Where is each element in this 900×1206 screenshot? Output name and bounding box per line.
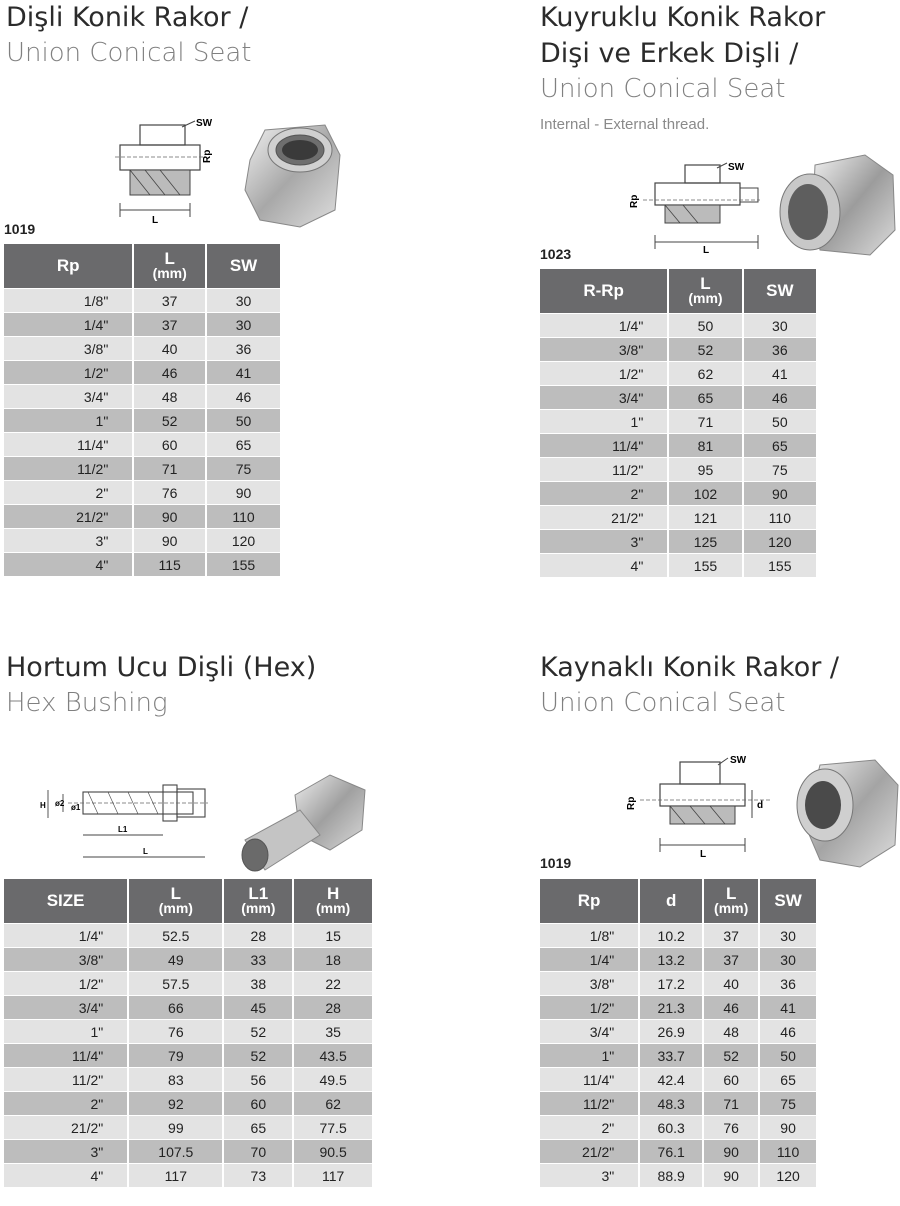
table-cell: 11/2" <box>4 1068 127 1091</box>
table-cell: 46 <box>134 361 205 384</box>
table-row <box>4 1068 372 1091</box>
table-cell: 48 <box>704 1020 758 1043</box>
table-cell: 2" <box>540 1116 638 1139</box>
table-cell: 38 <box>224 972 292 995</box>
diagram-label-sw: SW <box>196 118 213 129</box>
table-row <box>4 1116 372 1139</box>
table-row <box>4 924 372 947</box>
table-cell: 1" <box>540 1044 638 1067</box>
table-row <box>4 1044 372 1067</box>
section-title: Dişli Konik Rakor / <box>6 2 249 33</box>
table-cell: 81 <box>669 434 741 457</box>
table-cell: 30 <box>760 924 816 947</box>
table-cell: 52 <box>224 1044 292 1067</box>
table-cell: 75 <box>207 457 280 480</box>
table-cell: 33.7 <box>640 1044 702 1067</box>
technical-drawing-union-weld <box>620 750 785 860</box>
table-cell: 50 <box>669 314 741 337</box>
column-header-unit: (mm) <box>316 900 351 916</box>
table-cell: 155 <box>744 554 816 577</box>
column-header <box>224 879 292 923</box>
table-cell: 11/4" <box>540 434 667 457</box>
section-title-line1: Kuyruklu Konik Rakor <box>540 2 826 33</box>
product-photo-union <box>240 115 345 230</box>
diagram-label-h: H <box>40 801 46 810</box>
table-cell: 117 <box>129 1164 222 1187</box>
table-cell: 99 <box>129 1116 222 1139</box>
table-cell: 117 <box>294 1164 372 1187</box>
table-cell: 36 <box>744 338 816 361</box>
table-row <box>4 553 280 576</box>
column-header-label: Rp <box>56 256 80 275</box>
table-cell: 1" <box>4 1020 127 1043</box>
table-cell: 3/8" <box>4 337 132 360</box>
table-row <box>4 972 372 995</box>
table-cell: 73 <box>224 1164 292 1187</box>
column-header-label: SIZE <box>46 891 85 910</box>
table-cell: 1" <box>4 409 132 432</box>
table-cell: 37 <box>704 924 758 947</box>
table-cell: 75 <box>760 1092 816 1115</box>
table-cell: 65 <box>744 434 816 457</box>
table-row <box>540 434 816 457</box>
technical-drawing-union-ie <box>625 160 765 255</box>
table-cell: 110 <box>744 506 816 529</box>
spec-table-union-threaded <box>2 243 282 577</box>
table-cell: 3" <box>540 1164 638 1187</box>
column-header-label: L1 <box>248 884 269 903</box>
column-header-label: L <box>725 884 737 903</box>
table-cell: 26.9 <box>640 1020 702 1043</box>
diagram-label-l: L <box>152 215 159 225</box>
diagram-label-rp: Rp <box>626 796 637 810</box>
table-cell: 65 <box>207 433 280 456</box>
table-row <box>540 996 816 1019</box>
column-header-unit: (mm) <box>714 900 749 916</box>
table-cell: 155 <box>207 553 280 576</box>
table-cell: 21.3 <box>640 996 702 1019</box>
table-cell: 37 <box>134 313 205 336</box>
table-row <box>540 386 816 409</box>
table-cell: 46 <box>744 386 816 409</box>
table-row <box>4 1092 372 1115</box>
table-cell: 4" <box>4 1164 127 1187</box>
table-cell: 52 <box>704 1044 758 1067</box>
table-row <box>540 1044 816 1067</box>
table-cell: 11/2" <box>4 457 132 480</box>
section-subtitle: Hex Bushing <box>6 688 168 718</box>
table-cell: 28 <box>224 924 292 947</box>
table-cell: 76.1 <box>640 1140 702 1163</box>
column-header <box>640 879 702 923</box>
table-cell: 21/2" <box>4 1116 127 1139</box>
section-subtitle: Union Conical Seat <box>6 38 252 68</box>
table-cell: 18 <box>294 948 372 971</box>
table-cell: 60.3 <box>640 1116 702 1139</box>
table-cell: 115 <box>134 553 205 576</box>
table-cell: 70 <box>224 1140 292 1163</box>
table-cell: 2" <box>4 481 132 504</box>
table-cell: 107.5 <box>129 1140 222 1163</box>
table-cell: 1/4" <box>4 924 127 947</box>
table-cell: 1/2" <box>540 362 667 385</box>
table-cell: 37 <box>134 289 205 312</box>
column-header <box>760 879 816 923</box>
table-cell: 1/4" <box>540 314 667 337</box>
diagram-label-o1: ø1 <box>71 803 81 812</box>
table-row <box>4 481 280 504</box>
column-header <box>4 879 127 923</box>
table-cell: 90 <box>704 1140 758 1163</box>
table-cell: 46 <box>207 385 280 408</box>
table-cell: 11/4" <box>4 433 132 456</box>
table-cell: 57.5 <box>129 972 222 995</box>
column-header-label: SW <box>774 891 802 910</box>
table-cell: 76 <box>129 1020 222 1043</box>
table-cell: 2" <box>540 482 667 505</box>
table-row <box>4 505 280 528</box>
table-row <box>4 996 372 1019</box>
table-cell: 120 <box>207 529 280 552</box>
column-header-unit: (mm) <box>152 265 187 281</box>
table-cell: 3" <box>4 529 132 552</box>
table-cell: 52.5 <box>129 924 222 947</box>
table-cell: 10.2 <box>640 924 702 947</box>
table-cell: 28 <box>294 996 372 1019</box>
table-row <box>540 530 816 553</box>
table-cell: 50 <box>207 409 280 432</box>
table-row <box>540 554 816 577</box>
table-cell: 90 <box>744 482 816 505</box>
diagram-label-d: d <box>757 800 764 811</box>
table-cell: 11/2" <box>540 1092 638 1115</box>
column-header <box>540 879 638 923</box>
table-row <box>4 529 280 552</box>
table-cell: 13.2 <box>640 948 702 971</box>
table-row <box>540 506 816 529</box>
column-header <box>294 879 372 923</box>
section-title: Hortum Ucu Dişli (Hex) <box>6 652 317 683</box>
section-title: Kaynaklı Konik Rakor / <box>540 652 840 683</box>
column-header <box>134 244 205 288</box>
table-cell: 30 <box>207 289 280 312</box>
table-cell: 60 <box>224 1092 292 1115</box>
product-code: 1019 <box>4 221 36 237</box>
table-cell: 41 <box>760 996 816 1019</box>
table-cell: 90 <box>134 505 205 528</box>
column-header <box>129 879 222 923</box>
table-cell: 95 <box>669 458 741 481</box>
column-header-label: L <box>170 884 182 903</box>
table-row <box>4 457 280 480</box>
table-cell: 56 <box>224 1068 292 1091</box>
spec-table-hex-bushing <box>2 878 374 1188</box>
table-row <box>4 289 280 312</box>
diagram-label-o2: ø2 <box>55 799 65 808</box>
table-row <box>540 482 816 505</box>
table-cell: 21/2" <box>4 505 132 528</box>
table-cell: 65 <box>669 386 741 409</box>
table-cell: 11/4" <box>4 1044 127 1067</box>
table-row <box>540 458 816 481</box>
column-header-label: R-Rp <box>583 281 624 300</box>
table-cell: 71 <box>704 1092 758 1115</box>
section-note: Internal - External thread. <box>540 116 710 133</box>
table-cell: 30 <box>744 314 816 337</box>
table-cell: 1/2" <box>540 996 638 1019</box>
table-cell: 65 <box>224 1116 292 1139</box>
table-cell: 22 <box>294 972 372 995</box>
table-row <box>540 1140 816 1163</box>
table-cell: 3/4" <box>540 386 667 409</box>
table-cell: 155 <box>669 554 741 577</box>
table-row <box>4 337 280 360</box>
table-row <box>4 948 372 971</box>
table-cell: 52 <box>669 338 741 361</box>
column-header-label: L <box>700 274 711 293</box>
table-cell: 3" <box>540 530 667 553</box>
section-union-conical-seat-weld <box>540 650 839 720</box>
table-cell: 40 <box>134 337 205 360</box>
table-cell: 60 <box>134 433 205 456</box>
table-cell: 36 <box>207 337 280 360</box>
table-cell: 2" <box>4 1092 127 1115</box>
table-row <box>540 1092 816 1115</box>
table-cell: 90 <box>207 481 280 504</box>
table-cell: 88.9 <box>640 1164 702 1187</box>
section-subtitle: Union Conical Seat <box>540 688 786 718</box>
table-cell: 102 <box>669 482 741 505</box>
table-cell: 76 <box>134 481 205 504</box>
table-row <box>4 1140 372 1163</box>
table-cell: 30 <box>207 313 280 336</box>
table-row <box>540 924 816 947</box>
table-cell: 76 <box>704 1116 758 1139</box>
table-cell: 110 <box>207 505 280 528</box>
table-row <box>540 338 816 361</box>
table-cell: 50 <box>760 1044 816 1067</box>
column-header-label: SW <box>766 281 794 300</box>
table-cell: 110 <box>760 1140 816 1163</box>
table-cell: 1" <box>540 410 667 433</box>
table-cell: 36 <box>760 972 816 995</box>
table-row <box>4 313 280 336</box>
table-cell: 1/2" <box>4 361 132 384</box>
table-row <box>540 948 816 971</box>
table-cell: 83 <box>129 1068 222 1091</box>
table-cell: 30 <box>760 948 816 971</box>
table-cell: 120 <box>760 1164 816 1187</box>
table-cell: 60 <box>704 1068 758 1091</box>
column-header <box>669 269 741 313</box>
table-cell: 15 <box>294 924 372 947</box>
table-cell: 66 <box>129 996 222 1019</box>
table-cell: 21/2" <box>540 1140 638 1163</box>
table-cell: 11/2" <box>540 458 667 481</box>
spec-table-union-ie <box>538 268 818 578</box>
table-cell: 1/8" <box>540 924 638 947</box>
table-row <box>540 1116 816 1139</box>
table-cell: 62 <box>294 1092 372 1115</box>
diagram-label-l: L <box>703 245 710 255</box>
table-cell: 3/4" <box>4 996 127 1019</box>
product-code: 1019 <box>540 855 572 871</box>
table-row <box>540 314 816 337</box>
table-row <box>4 433 280 456</box>
diagram-label-rp: Rp <box>629 194 640 208</box>
table-cell: 46 <box>760 1020 816 1043</box>
product-photo-union-weld <box>790 755 900 870</box>
table-cell: 1/4" <box>540 948 638 971</box>
column-header <box>744 269 816 313</box>
spec-table-union-weld <box>538 878 818 1188</box>
table-cell: 37 <box>704 948 758 971</box>
technical-drawing-hex-bushing <box>38 780 218 865</box>
table-cell: 49 <box>129 948 222 971</box>
table-cell: 4" <box>540 554 667 577</box>
table-cell: 48.3 <box>640 1092 702 1115</box>
table-cell: 40 <box>704 972 758 995</box>
table-cell: 90 <box>704 1164 758 1187</box>
table-cell: 121 <box>669 506 741 529</box>
table-row <box>4 385 280 408</box>
table-cell: 42.4 <box>640 1068 702 1091</box>
table-cell: 35 <box>294 1020 372 1043</box>
table-row <box>540 362 816 385</box>
table-cell: 90 <box>134 529 205 552</box>
table-row <box>540 410 816 433</box>
table-cell: 75 <box>744 458 816 481</box>
table-row <box>540 1068 816 1091</box>
table-cell: 45 <box>224 996 292 1019</box>
section-union-conical-seat-threaded <box>6 0 252 70</box>
table-cell: 3" <box>4 1140 127 1163</box>
table-cell: 21/2" <box>540 506 667 529</box>
table-row <box>540 1020 816 1043</box>
column-header-unit: (mm) <box>241 900 276 916</box>
table-cell: 90.5 <box>294 1140 372 1163</box>
table-cell: 77.5 <box>294 1116 372 1139</box>
column-header-unit: (mm) <box>688 290 723 306</box>
table-cell: 41 <box>744 362 816 385</box>
table-row <box>540 972 816 995</box>
table-cell: 79 <box>129 1044 222 1067</box>
section-hex-bushing <box>6 650 316 720</box>
table-cell: 62 <box>669 362 741 385</box>
table-cell: 3/8" <box>540 338 667 361</box>
column-header-label: L <box>164 249 175 268</box>
table-cell: 41 <box>207 361 280 384</box>
table-cell: 3/8" <box>540 972 638 995</box>
table-cell: 17.2 <box>640 972 702 995</box>
table-cell: 3/4" <box>4 385 132 408</box>
table-cell: 65 <box>760 1068 816 1091</box>
table-cell: 43.5 <box>294 1044 372 1067</box>
table-row <box>540 1164 816 1187</box>
table-cell: 120 <box>744 530 816 553</box>
diagram-label-rp: Rp <box>202 149 213 163</box>
table-row <box>4 1020 372 1043</box>
table-cell: 90 <box>760 1116 816 1139</box>
diagram-label-l: L <box>700 849 707 860</box>
table-cell: 1/4" <box>4 313 132 336</box>
column-header-label: Rp <box>577 891 601 910</box>
table-cell: 125 <box>669 530 741 553</box>
table-cell: 3/8" <box>4 948 127 971</box>
product-photo-union-ie <box>775 150 900 260</box>
table-cell: 4" <box>4 553 132 576</box>
column-header <box>540 269 667 313</box>
technical-drawing-union <box>110 115 225 225</box>
table-cell: 50 <box>744 410 816 433</box>
table-cell: 1/2" <box>4 972 127 995</box>
table-cell: 71 <box>134 457 205 480</box>
table-cell: 49.5 <box>294 1068 372 1091</box>
product-code: 1023 <box>540 246 572 262</box>
diagram-label-sw: SW <box>730 755 747 766</box>
table-cell: 11/4" <box>540 1068 638 1091</box>
column-header-label: d <box>665 891 677 910</box>
table-cell: 48 <box>134 385 205 408</box>
section-title-line2: Dişi ve Erkek Dişli / <box>540 38 799 69</box>
diagram-label-sw: SW <box>728 162 745 173</box>
section-union-conical-seat-internal-external <box>540 0 825 133</box>
table-cell: 3/4" <box>540 1020 638 1043</box>
column-header-unit: (mm) <box>158 900 193 916</box>
table-row <box>4 1164 372 1187</box>
table-row <box>4 409 280 432</box>
section-subtitle: Union Conical Seat <box>540 74 786 104</box>
table-cell: 46 <box>704 996 758 1019</box>
table-cell: 52 <box>134 409 205 432</box>
column-header-label: SW <box>229 256 258 275</box>
table-cell: 71 <box>669 410 741 433</box>
column-header <box>4 244 132 288</box>
table-row <box>4 361 280 384</box>
product-photo-hex-bushing <box>240 770 370 880</box>
column-header <box>207 244 280 288</box>
table-cell: 1/8" <box>4 289 132 312</box>
table-cell: 33 <box>224 948 292 971</box>
column-header-label: H <box>326 884 340 903</box>
diagram-label-l1: L1 <box>118 825 128 834</box>
table-cell: 92 <box>129 1092 222 1115</box>
diagram-label-l: L <box>143 847 148 856</box>
table-cell: 52 <box>224 1020 292 1043</box>
column-header <box>704 879 758 923</box>
